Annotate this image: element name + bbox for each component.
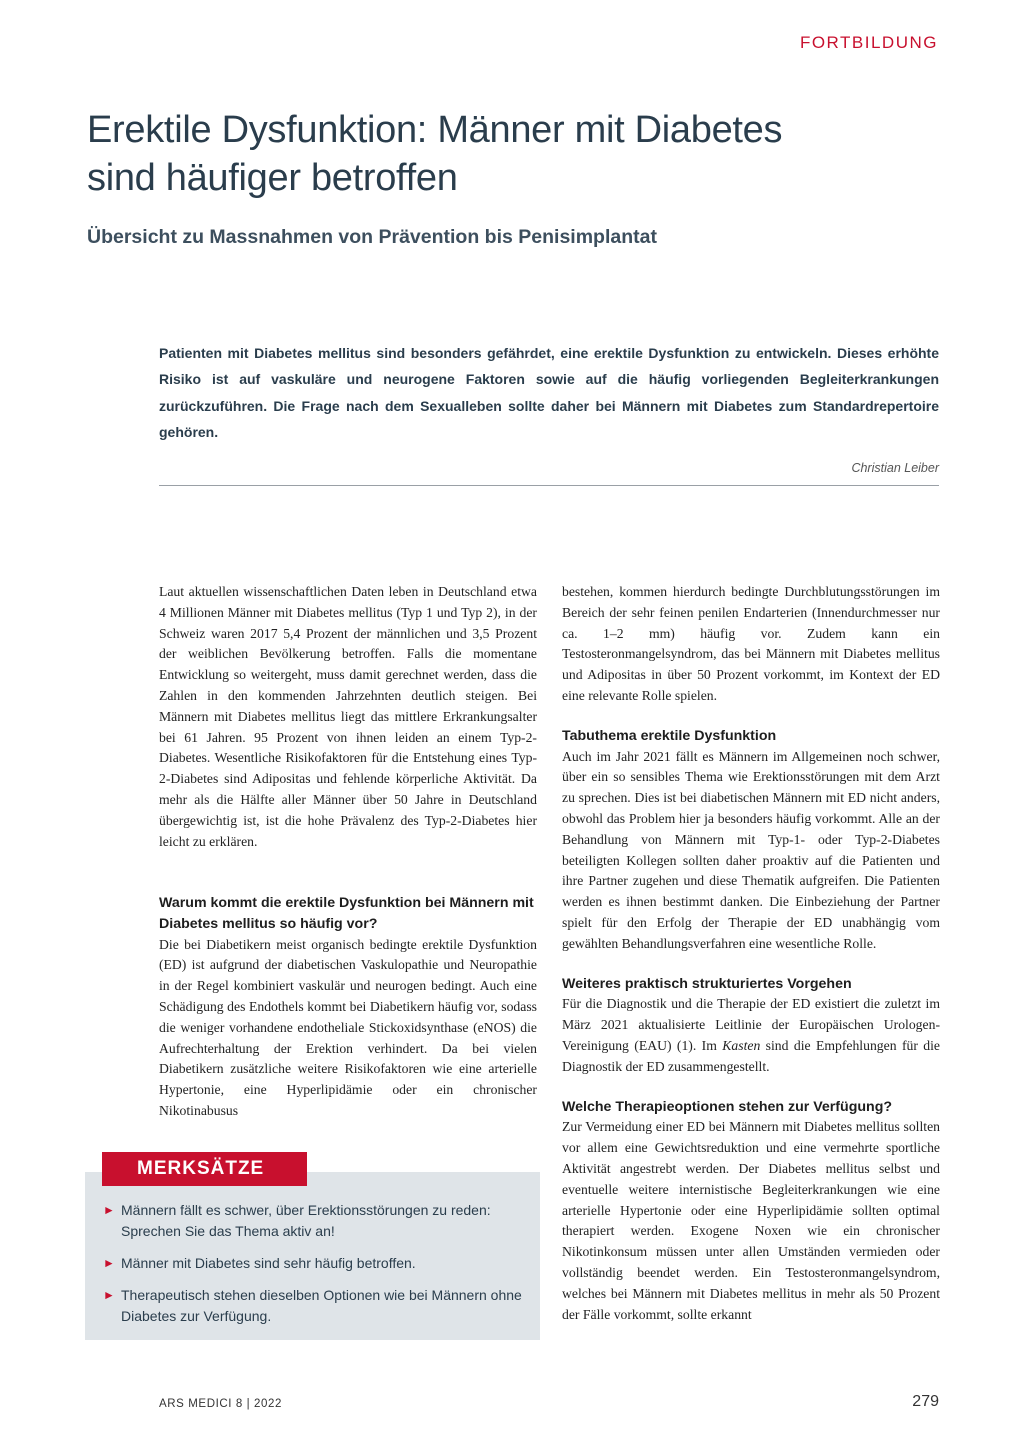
section-heading-tabuthema: Tabuthema erektile Dysfunktion bbox=[562, 727, 777, 744]
body-paragraph-6: Zur Vermeidung einer ED bei Männern mit Diabetes mellitus sollten vor allem eine Gewichtsreduktion und eine vermehrte sportliche Aktivität angestrebt werden. Der Diabetes mellitus selbst und eventuelle weitere internistische Begleiterkrankungen wie eine arterielle Hypertonie oder eine Hyperlipidämie sollten optimal therapiert werden. Exogene Noxen wie ein chronischer Nikotinkonsum müssen unter allen Umständen vermieden oder vollständig beendet werden. Ein Testosteronmangelsyndrom, welches bei Männern mit Diabetes mellitus in mehr als 50 Prozent der Fälle vorkommt, sollte erkannt bbox=[562, 1119, 940, 1322]
merksaetze-list bbox=[103, 1200, 528, 1338]
merksatz-item: ► Männern fällt es schwer, über Erektionsstörungen zu reden: Sprechen Sie das Thema aktiv an! bbox=[103, 1202, 491, 1239]
section-heading-vorgehen: Weiteres praktisch strukturiertes Vorgehen bbox=[562, 975, 852, 992]
kasten-reference: Kasten bbox=[722, 1037, 761, 1053]
section-heading-therapieoptionen: Welche Therapieoptionen stehen zur Verfügung? bbox=[562, 1098, 893, 1115]
merksaetze-title: MERKSÄTZE bbox=[102, 1152, 307, 1186]
body-paragraph-5: Für die Diagnostik und die Therapie der ED existiert die zuletzt im März 2021 aktualisierte Leitlinie der Europäischen Urologen-Vereinigung (EAU) (1). Im Kasten sind die Empfehlungen für die Diagnostik der ED zusammengestellt. bbox=[562, 996, 940, 1074]
body-paragraph-3: bestehen, kommen hierdurch bedingte Durchblutungsstörungen im Bereich der sehr feinen penilen Endarterien (Innendurchmesser nur ca. 1–2 mm) häufig vor. Zudem kann ein Testosteronmangelsyndrom, das bei Männern mit Diabetes mellitus und Adipositas in über 50 Prozent vorkommt, im Kontext der ED eine relevante Rolle spielen. bbox=[562, 584, 940, 703]
footer-journal: ARS MEDICI 8 | 2022 bbox=[159, 1398, 283, 1410]
body-column-left-top bbox=[159, 582, 537, 852]
body-column-left-middle bbox=[159, 893, 537, 1122]
title-line-1: Erektile Dysfunktion: Männer mit Diabetes bbox=[87, 109, 783, 151]
body-paragraph-1: Laut aktuellen wissenschaftlichen Daten leben in Deutschland etwa 4 Millionen Männer mit Diabetes mellitus (Typ 1 und Typ 2), in der Schweiz waren 2017 5,4 Prozent der männlichen und 3,5 Prozent der weiblichen Bevölkerung betroffen. Falls die momentane Entwicklung so weitergeht, muss damit gerechnet werden, dass die Zahlen in den kommenden Jahrzehnten deutlich steigen. Bei Männern mit Diabetes mellitus liegt das mittlere Erkrankungsalter bei 61 Jahren. 95 Prozent von ihnen leiden an einem Typ-2-Diabetes. Wesentliche Risikofaktoren für die Entstehung eines Typ-2-Diabetes sind Adipositas und fehlende körperliche Aktivität. Da mehr als die Hälfte aller Männer über 50 Jahre in Deutschland übergewichtig ist, ist die hohe Prävalenz des Typ-2-Diabetes hier leicht zu erklären. bbox=[159, 584, 537, 849]
title-line-2: sind häufiger betroffen bbox=[87, 157, 458, 199]
merksatz-item: ► Männer mit Diabetes sind sehr häufig betroffen. bbox=[103, 1253, 528, 1274]
article-subtitle: Übersicht zu Massnahmen von Prävention bis Penisimplantat bbox=[87, 226, 657, 248]
lead-paragraph: Patienten mit Diabetes mellitus sind besonders gefährdet, eine erektile Dysfunktion zu entwickeln. Dieses erhöhte Risiko ist auf vaskuläre und neurogene Faktoren sowie auf die häufig vorliegenden Begleiterkrankungen zurückzuführen. Die Frage nach dem Sexualleben sollte daher bei Männern mit Diabetes zum Standardrepertoire gehören. bbox=[159, 345, 939, 440]
triangle-bullet-icon: ► bbox=[103, 1256, 115, 1270]
section-heading-warum: Warum kommt die erektile Dysfunktion bei Männern mit Diabetes mellitus so häufig vor? bbox=[159, 895, 534, 932]
page-number: 279 bbox=[912, 1393, 939, 1410]
article-title bbox=[87, 106, 947, 202]
author-name: Christian Leiber bbox=[851, 461, 939, 475]
body-column-right bbox=[562, 582, 940, 1325]
section-label: FORTBILDUNG bbox=[799, 33, 938, 52]
triangle-bullet-icon: ► bbox=[103, 1288, 115, 1302]
lead-divider bbox=[159, 485, 939, 486]
merksatz-item: ► Therapeutisch stehen dieselben Optionen wie bei Männern ohne Diabetes zur Verfügung. bbox=[103, 1287, 522, 1324]
body-paragraph-2: Die bei Diabetikern meist organisch bedingte erektile Dysfunktion (ED) ist aufgrund der diabetischen Vaskulopathie und Neuropathie in der Regel kombiniert vaskulär und neurogen bedingt. Auch eine Schädigung des Endothels kommt bei Diabetikern häufig vor, sodass die weniger vorhandene endotheliale Stickoxidsynthase (eNOS) die Aufrechterhaltung der Erektion verhindert. Da bei vielen Diabetikern zusätzliche weitere Risikofaktoren wie eine arterielle Hypertonie, eine Hyperlipidämie oder ein chronischer Nikotinabusus bbox=[159, 936, 537, 1118]
body-paragraph-4: Auch im Jahr 2021 fällt es Männern im Allgemeinen noch schwer, über ein so sensibles Thema wie Erektionsstörungen mit dem Arzt zu sprechen. Dies ist bei diabetischen Männern mit ED nicht anders, obwohl das Problem hier ja besonders häufig vorkommt. Alle an der Behandlung von Männern mit Typ-1- oder Typ-2-Diabetes beteiligten Kollegen sollten daher proaktiv auf die Patienten und ihre Partner zugehen und diese Thematik aufgreifen. Die Patienten werden es ihnen bestimmt danken. Die Einbeziehung der Partner spielt für den Erfolg der Therapie der ED unabhängig vom gewählten Behandlungsverfahren eine wesentliche Rolle. bbox=[562, 748, 940, 951]
triangle-bullet-icon: ► bbox=[103, 1203, 115, 1217]
